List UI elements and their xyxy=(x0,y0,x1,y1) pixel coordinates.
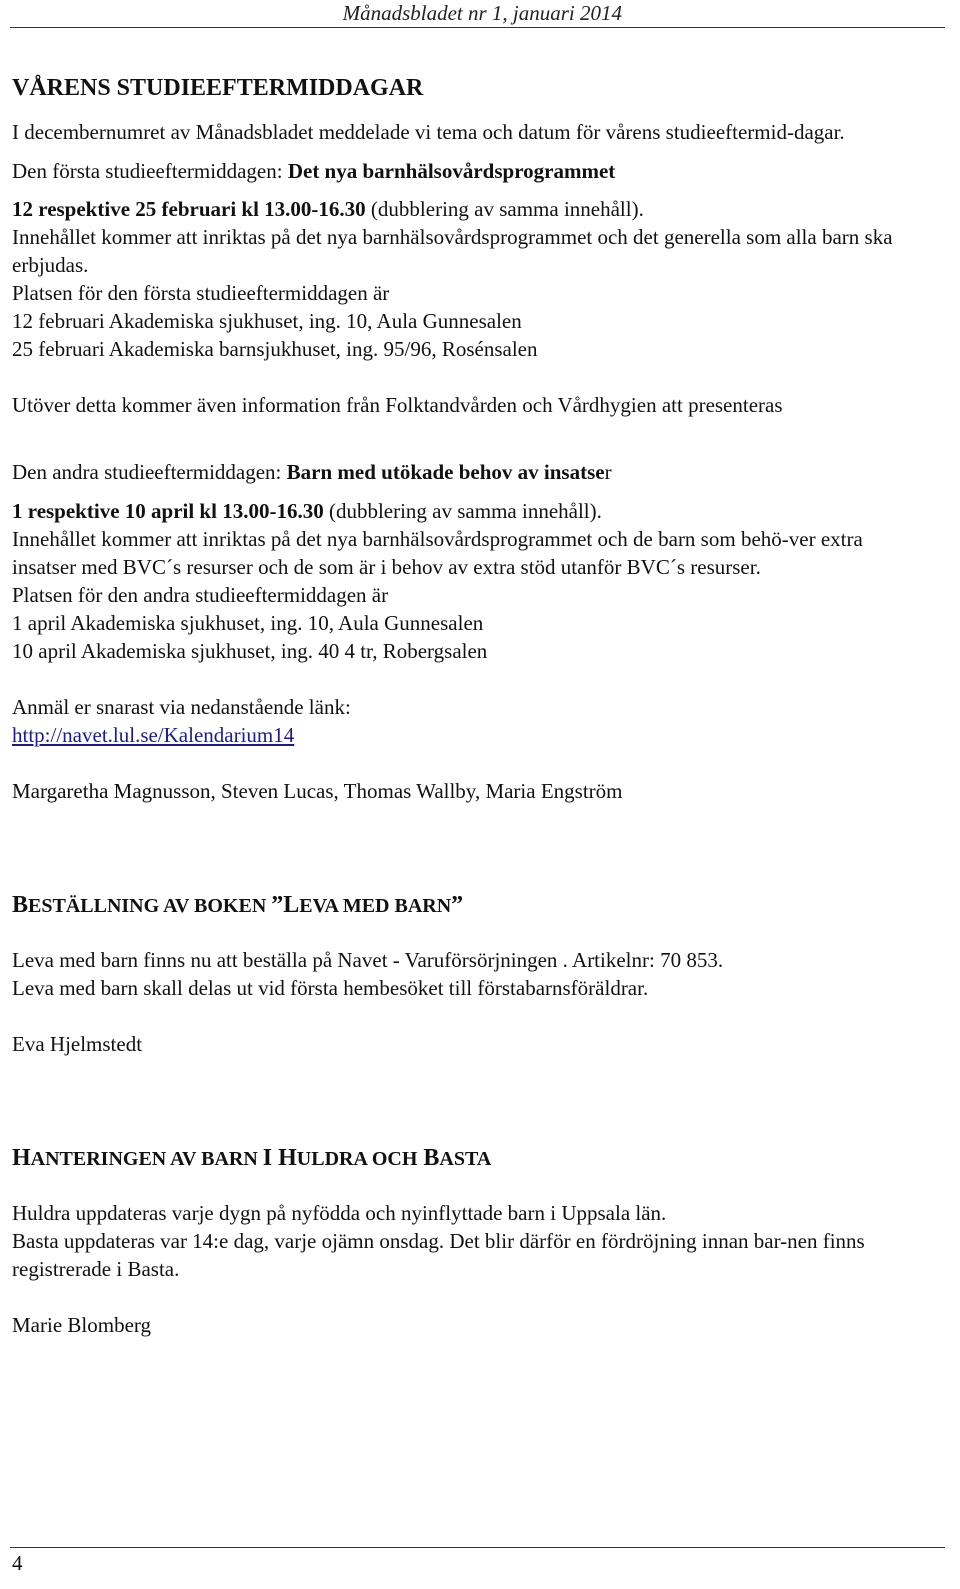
signup-link-line xyxy=(12,721,932,749)
first-place-1: 12 februari Akademiska sjukhuset, ing. 10, Aula Gunnesalen xyxy=(12,309,522,333)
second-afternoon-line xyxy=(12,458,932,486)
second-afternoon-topic-tail: r xyxy=(604,460,612,484)
section1-intro: I decembernumret av Månadsbladet meddelade vi tema och datum för vårens studieeftermid-dagar. xyxy=(12,120,845,144)
first-afternoon-label: Den första studieeftermiddagen: xyxy=(12,159,283,183)
first-dates-bold: 12 respektive 25 februari kl 13.00-16.30 xyxy=(12,197,366,221)
section3-line1: Huldra uppdateras varje dygn på nyfödda och nyinflyttade barn i Uppsala län. xyxy=(12,1201,667,1225)
header-divider xyxy=(10,27,945,28)
title-part: ” xyxy=(271,892,284,918)
title-part: B xyxy=(12,892,29,918)
first-place-heading: Platsen för den första studieeftermiddagen är xyxy=(12,281,390,305)
second-place-1: 1 april Akademiska sjukhuset, ing. 10, Aula Gunnesalen xyxy=(12,611,484,635)
second-dates-bold: 1 respektive 10 april kl 13.00-16.30 xyxy=(12,499,324,523)
first-place-2: 25 februari Akademiska barnsjukhuset, ing. 95/96, Rosénsalen xyxy=(12,337,538,361)
second-place-2: 10 april Akademiska sjukhuset, ing. 40 4 tr, Robergsalen xyxy=(12,639,488,663)
section2-line2: Leva med barn skall delas ut vid första hembesöket till förstabarnsföräldrar. xyxy=(12,976,649,1000)
first-afternoon-line xyxy=(12,157,932,185)
first-dates-rest: (dubblering av samma innehåll). xyxy=(370,197,644,221)
second-place-heading: Platsen för den andra studieeftermiddagen är xyxy=(12,583,389,607)
section3-author: Marie Blomberg xyxy=(12,1313,152,1337)
title-part: B xyxy=(417,1145,440,1171)
footer-divider xyxy=(10,1547,945,1548)
second-afternoon-label: Den andra studieeftermiddagen: xyxy=(12,460,282,484)
title-part: EVA MED BARN xyxy=(299,895,452,917)
first-afternoon-dates xyxy=(12,195,932,223)
first-afternoon-topic: Det nya barnhälsovårdsprogrammet xyxy=(287,159,616,183)
section2-line1: Leva med barn finns nu att beställa på Navet - Varuförsörjningen . Artikelnr: 70 853. xyxy=(12,948,724,972)
title-part: H xyxy=(272,1145,297,1171)
title-part: I xyxy=(262,1145,273,1171)
section3-title xyxy=(12,1144,932,1173)
section2-title xyxy=(12,891,932,920)
title-part: BOKEN xyxy=(189,895,272,917)
second-dates-rest: (dubblering av samma innehåll). xyxy=(328,499,602,523)
signup-text: Anmäl er snarast via nedanstående länk: xyxy=(12,695,351,719)
title-part: OCH xyxy=(371,1148,418,1170)
title-part: ASTA xyxy=(439,1148,492,1170)
section1-authors: Margaretha Magnusson, Steven Lucas, Thomas Wallby, Maria Engström xyxy=(12,779,623,803)
title-part: H xyxy=(12,1145,31,1171)
title-part: ANTERINGEN xyxy=(30,1148,171,1170)
section2-author: Eva Hjelmstedt xyxy=(12,1032,143,1056)
second-afternoon-content: Innehållet kommer att inriktas på det nya barnhälsovårdsprogrammet och de barn som behö-ver extra insatser med BVC´s resurser och de som är i behov av extra stöd utanför BVC´s resurser. xyxy=(12,527,863,579)
page-number: 4 xyxy=(12,1551,23,1575)
first-afternoon-content: Innehållet kommer att inriktas på det nya barnhälsovårdsprogrammet och det generella som alla barn ska erbjudas. xyxy=(12,225,893,277)
title-part: ESTÄLLNING xyxy=(28,895,164,917)
title-part: ” xyxy=(451,892,464,918)
title-part: L xyxy=(283,892,300,918)
second-afternoon-dates xyxy=(12,497,932,525)
title-part: AV xyxy=(170,1148,197,1170)
article-body xyxy=(12,74,932,1339)
extra-info: Utöver detta kommer även information från Folktandvården och Vårdhygien att presenteras xyxy=(12,393,783,417)
second-afternoon-topic: Barn med utökade behov av insatse xyxy=(286,460,605,484)
title-part: BARN xyxy=(196,1148,263,1170)
title-part: AV xyxy=(163,895,190,917)
title-part: ULDRA xyxy=(296,1148,372,1170)
publication-header: Månadsbladet nr 1, januari 2014 xyxy=(342,1,622,25)
section3-line2: Basta uppdateras var 14:e dag, varje ojämn onsdag. Det blir därför en fördröjning innan bar-nen finns registrerade i Basta. xyxy=(12,1229,865,1281)
calendar-link[interactable]: http://navet.lul.se/Kalendarium14 xyxy=(12,723,295,747)
section1-title: VÅRENS STUDIEEFTERMIDDAGAR xyxy=(12,75,424,101)
